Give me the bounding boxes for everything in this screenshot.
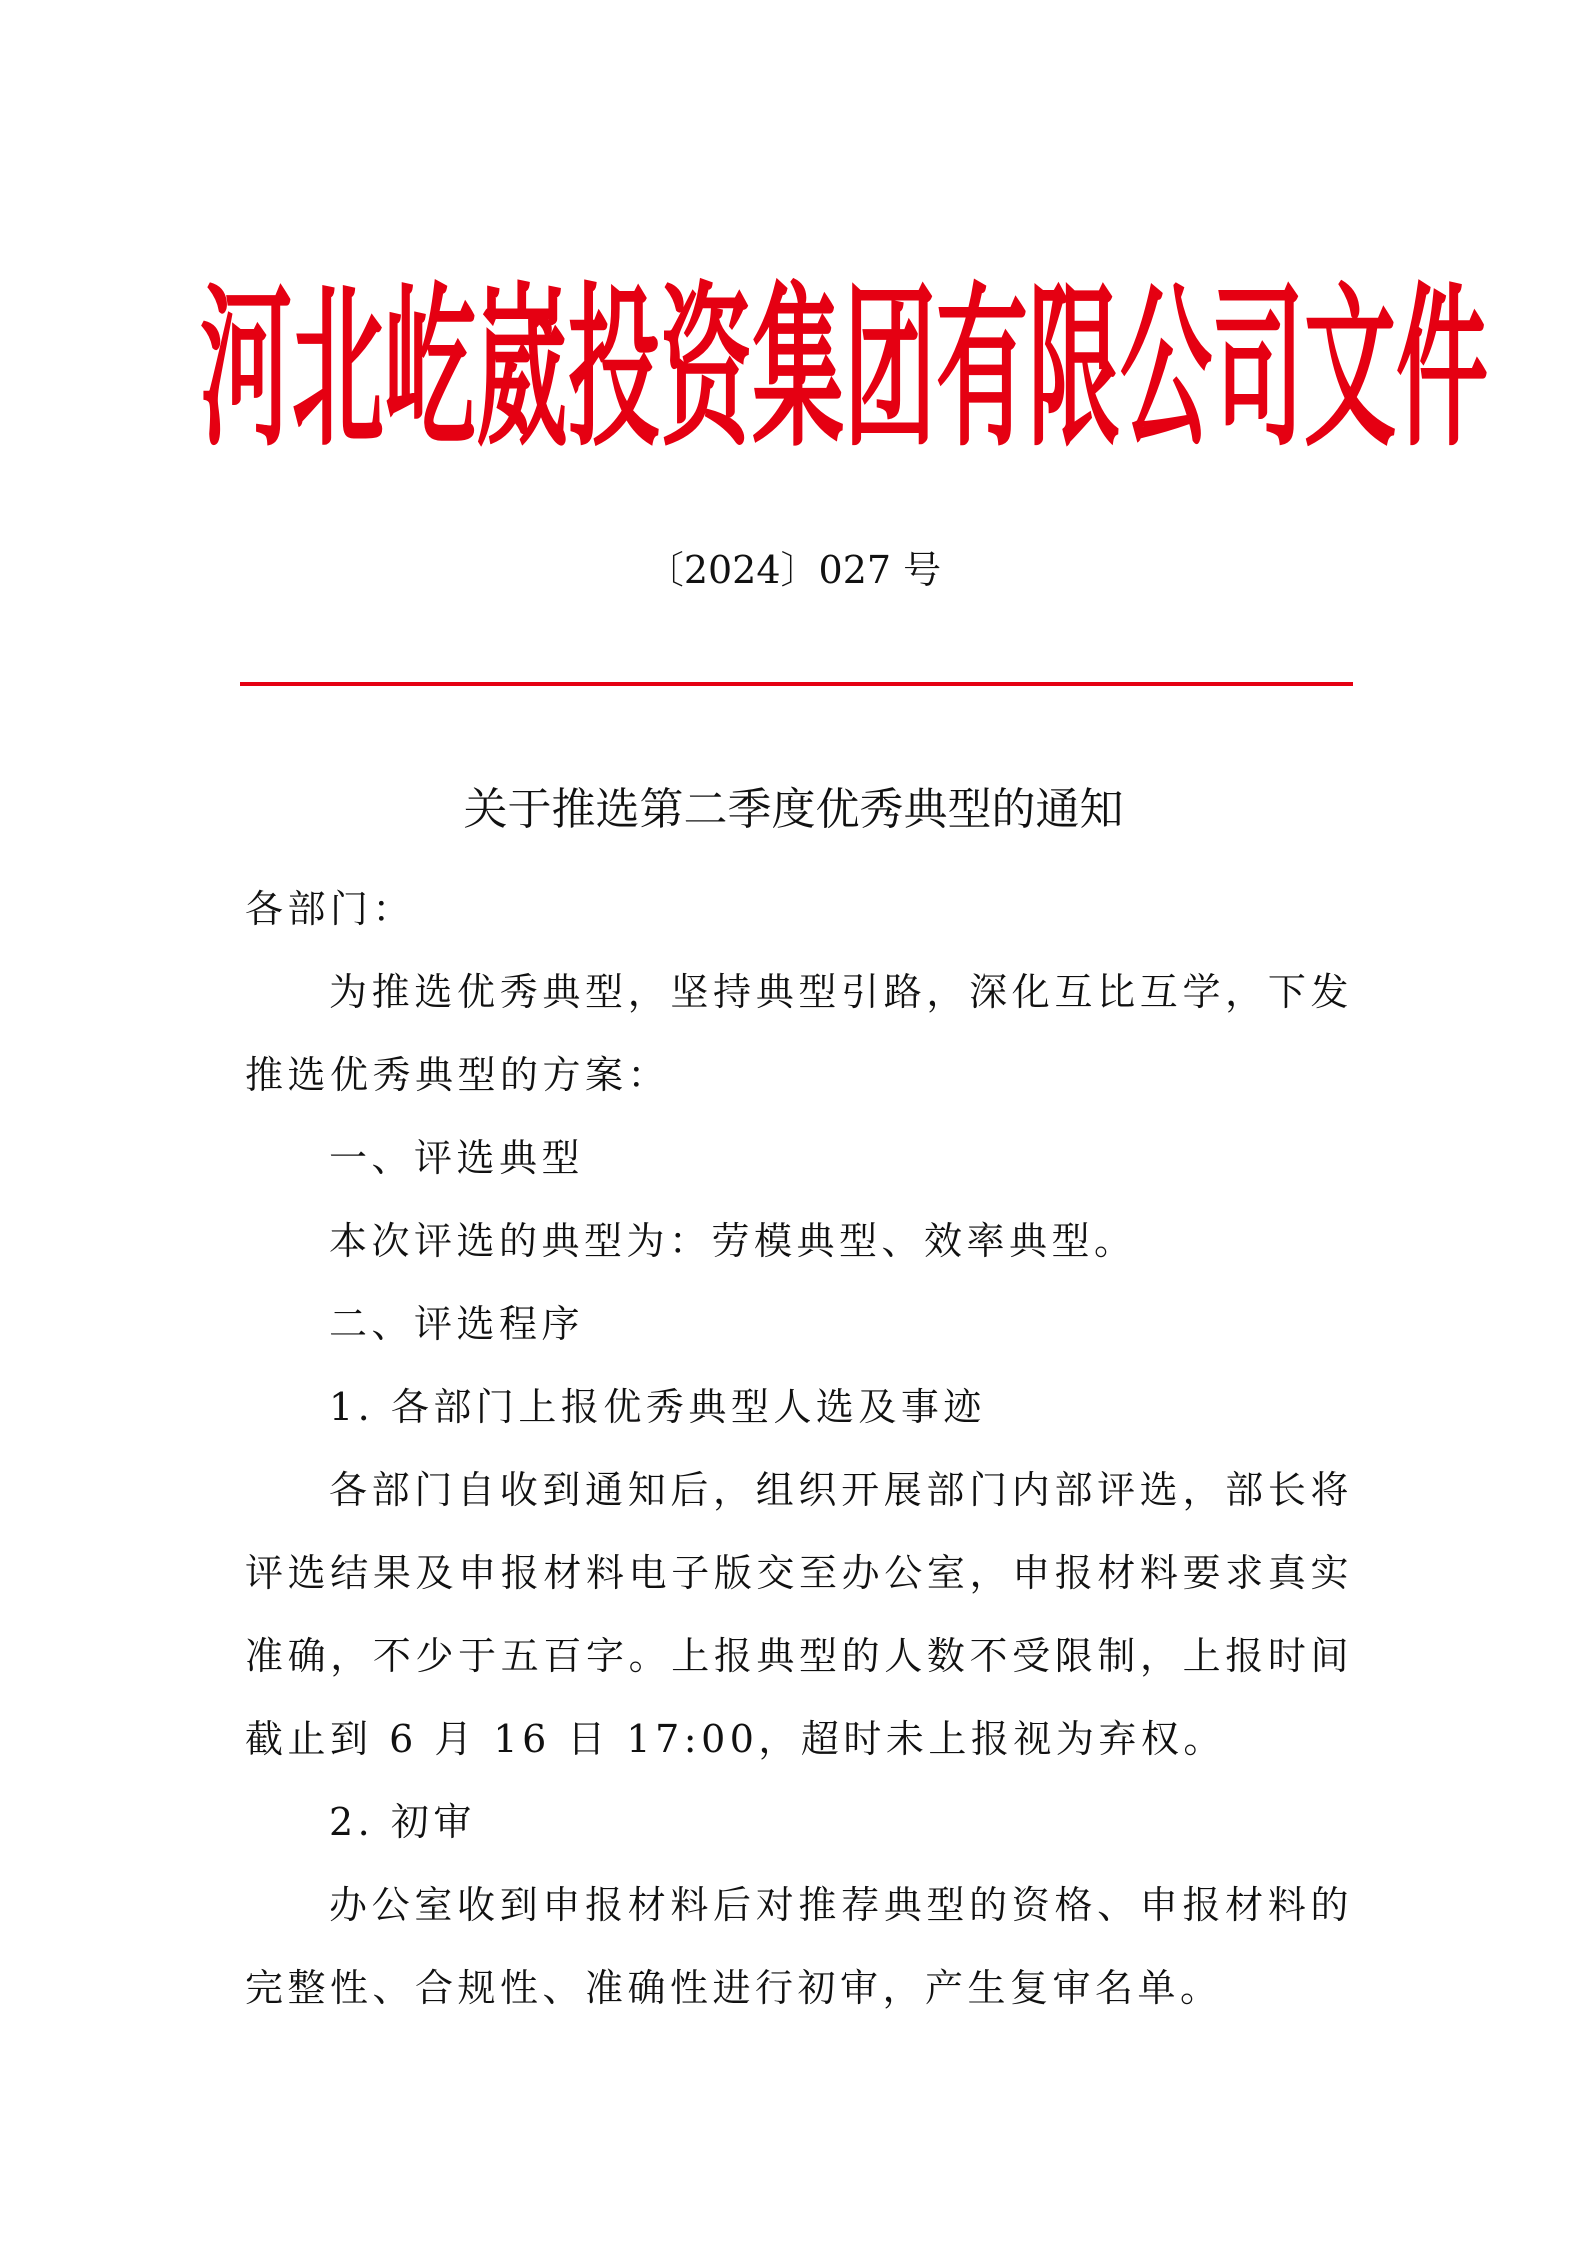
section-1-paragraph: 本次评选的典型为：劳模典型、效率典型。 xyxy=(329,1219,1137,1263)
red-divider-line xyxy=(240,682,1353,686)
step-2-heading: 2. 初审 xyxy=(329,1800,476,1844)
notice-title: 关于推选第二季度优秀典型的通知 xyxy=(463,784,1124,835)
step-1-paragraph: 各部门自收到通知后，组织开展部门内部评选，部长将评选结果及申报材料电子版交至办公室，申报材料要求真实准确，不少于五百字。上报典型的人数不受限制，上报时间截止到 6 月 16 日 17:00，超时未上报视为弃权。 xyxy=(245,1468,1353,1761)
section-heading-2: 二、评选程序 xyxy=(329,1302,585,1346)
intro-paragraph: 为推选优秀典型，坚持典型引路，深化互比互学，下发推选优秀典型的方案： xyxy=(245,970,1353,1097)
step-2-paragraph: 办公室收到申报材料后对推荐典型的资格、申报材料的完整性、合规性、准确性进行初审，产生复审名单。 xyxy=(245,1883,1353,2010)
salutation: 各部门： xyxy=(245,887,416,931)
section-heading-1: 一、评选典型 xyxy=(329,1136,585,1180)
document-number: 〔2024〕027 号 xyxy=(645,548,942,592)
org-document-header: 河北屹崴投资集团有限公司文件 xyxy=(200,267,1489,471)
step-1-heading: 1. 各部门上报优秀典型人选及事迹 xyxy=(329,1385,986,1429)
notice-body xyxy=(245,868,1353,2030)
